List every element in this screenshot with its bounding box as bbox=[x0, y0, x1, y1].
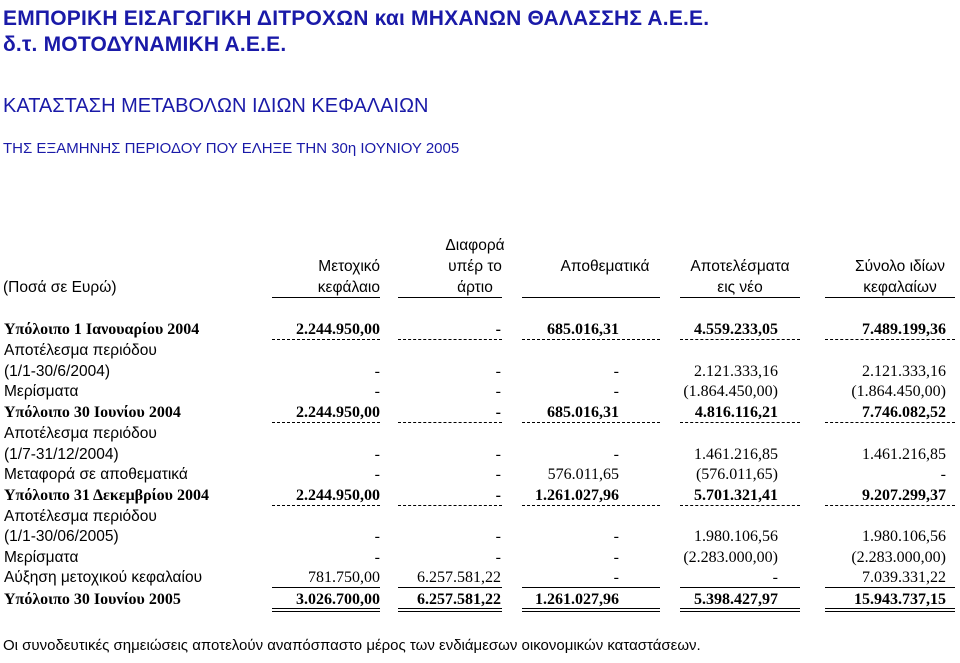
currency-note: (Ποσά σε Ευρώ) bbox=[3, 279, 117, 296]
cell-reserves: 685.016,31 bbox=[547, 321, 619, 338]
row-label: Αποτέλεσμα περιόδου bbox=[4, 342, 157, 359]
cell-retained-earnings: 1.461.216,85 bbox=[694, 446, 778, 463]
cell-share-premium: - bbox=[495, 363, 501, 380]
cell-total-equity: (1.864.450,00) bbox=[851, 383, 946, 400]
cell-retained-earnings: 1.980.106,56 bbox=[694, 528, 778, 545]
column-header-line: κεφαλαίων bbox=[863, 279, 937, 296]
column-header-total-equity bbox=[840, 256, 960, 298]
cell-total-equity: 2.121.333,16 bbox=[862, 363, 946, 380]
cell-share-premium: - bbox=[495, 321, 501, 338]
cell-reserves: 1.261.027,96 bbox=[535, 487, 619, 504]
cell-share-capital: 2.244.950,00 bbox=[296, 404, 380, 421]
cell-total-equity: 7.746.082,52 bbox=[862, 404, 946, 421]
cell-retained-earnings: 5.398.427,97 bbox=[694, 591, 778, 608]
cell-retained-earnings: 4.816.116,21 bbox=[694, 404, 778, 421]
column-header-line: υπέρ το bbox=[448, 258, 502, 275]
company-name: ΕΜΠΟΡΙΚΗ ΕΙΣΑΓΩΓΙΚΗ ΔΙΤΡΟΧΩΝ και ΜΗΧΑΝΩΝ ΘΑΛΑΣΣΗΣ Α.Ε.Ε. bbox=[3, 7, 710, 30]
cell-share-capital: - bbox=[374, 528, 380, 545]
row-label: Μερίσματα bbox=[4, 383, 79, 400]
header-underline bbox=[272, 297, 380, 298]
column-header-share-capital bbox=[318, 256, 380, 298]
cell-reserves: - bbox=[613, 569, 619, 586]
cell-share-premium: - bbox=[495, 404, 501, 421]
cell-reserves: - bbox=[613, 528, 619, 545]
cell-total-equity: 1.461.216,85 bbox=[862, 446, 946, 463]
cell-retained-earnings: (2.283.000,00) bbox=[683, 549, 778, 566]
sum-rule bbox=[522, 587, 660, 588]
header-underline bbox=[522, 297, 660, 298]
sum-rule bbox=[398, 587, 502, 588]
cell-reserves: 1.261.027,96 bbox=[535, 591, 619, 608]
row-label: Υπόλοιπο 30 Ιουνίου 2005 bbox=[4, 591, 181, 608]
cell-share-capital: 2.244.950,00 bbox=[296, 321, 380, 338]
double-underline bbox=[522, 608, 660, 612]
row-label: Αποτέλεσμα περιόδου bbox=[4, 508, 157, 525]
cell-share-premium: - bbox=[495, 466, 501, 483]
row-label: Αποτέλεσμα περιόδου bbox=[4, 425, 157, 442]
table-row bbox=[0, 567, 960, 588]
cell-reserves: - bbox=[613, 446, 619, 463]
column-header-line: εις νέο bbox=[717, 279, 763, 296]
table-row-subheading bbox=[0, 506, 960, 527]
double-underline bbox=[680, 608, 800, 612]
header-underline bbox=[680, 297, 800, 298]
column-header-line: Διαφορά bbox=[445, 237, 505, 254]
table-row-balance bbox=[0, 485, 960, 506]
column-header-line: κεφάλαιο bbox=[317, 279, 380, 296]
table-row-balance bbox=[0, 402, 960, 423]
cell-share-capital: 2.244.950,00 bbox=[296, 487, 380, 504]
report-title: ΚΑΤΑΣΤΑΣΗ ΜΕΤΑΒΟΛΩΝ ΙΔΙΩΝ ΚΕΦΑΛΑΙΩΝ bbox=[3, 95, 429, 117]
cell-share-premium: - bbox=[495, 487, 501, 504]
cell-reserves: - bbox=[613, 363, 619, 380]
cell-reserves: 576.011,65 bbox=[547, 466, 619, 483]
row-label: (1/7-31/12/2004) bbox=[4, 446, 119, 463]
company-trade-name: δ.τ. ΜΟΤΟΔΥΝΑΜΙΚΗ Α.Ε.Ε. bbox=[3, 33, 287, 56]
row-label: Υπόλοιπο 30 Ιουνίου 2004 bbox=[4, 404, 181, 421]
sum-rule bbox=[272, 587, 380, 588]
column-header-retained-earnings bbox=[680, 256, 800, 298]
table-row bbox=[0, 381, 960, 402]
row-label: Υπόλοιπο 31 Δεκεμβρίου 2004 bbox=[4, 487, 209, 504]
row-label: Μεταφορά σε αποθεματικά bbox=[4, 466, 188, 483]
header-underline bbox=[398, 297, 502, 298]
cell-retained-earnings: (1.864.450,00) bbox=[683, 383, 778, 400]
row-label: Αύξηση μετοχικού κεφαλαίου bbox=[4, 569, 203, 586]
cell-reserves: - bbox=[613, 383, 619, 400]
row-label: Μερίσματα bbox=[4, 549, 79, 566]
row-label: (1/1-30/06/2005) bbox=[4, 528, 119, 545]
column-header-line: Σύνολο ιδίων bbox=[855, 258, 945, 275]
cell-share-premium: 6.257.581,22 bbox=[417, 569, 501, 586]
cell-total-equity: 7.039.331,22 bbox=[862, 569, 946, 586]
table-row-subheading bbox=[0, 340, 960, 361]
column-header-line: Αποτελέσματα bbox=[690, 258, 790, 275]
cell-share-premium: - bbox=[495, 549, 501, 566]
cell-total-equity: 15.943.737,15 bbox=[854, 591, 946, 608]
cell-share-premium: 6.257.581,22 bbox=[417, 591, 501, 608]
cell-share-capital: 3.026.700,00 bbox=[296, 591, 380, 608]
cell-total-equity: 9.207.299,37 bbox=[862, 487, 946, 504]
cell-share-capital: - bbox=[374, 466, 380, 483]
row-label: (1/1-30/6/2004) bbox=[4, 363, 110, 380]
cell-retained-earnings: 4.559.233,05 bbox=[694, 321, 778, 338]
cell-share-capital: 781.750,00 bbox=[308, 569, 380, 586]
cell-total-equity: 7.489.199,36 bbox=[862, 321, 946, 338]
cell-retained-earnings: - bbox=[772, 569, 778, 586]
row-label: Υπόλοιπο 1 Ιανουαρίου 2004 bbox=[4, 321, 200, 338]
cell-share-capital: - bbox=[374, 383, 380, 400]
table-row bbox=[0, 361, 960, 382]
table-row-final-balance bbox=[0, 589, 960, 610]
column-header-line: Μετοχικό bbox=[318, 258, 380, 275]
cell-total-equity: (2.283.000,00) bbox=[851, 549, 946, 566]
double-underline bbox=[825, 608, 955, 612]
cell-share-capital: - bbox=[374, 549, 380, 566]
table-row bbox=[0, 526, 960, 547]
cell-reserves: - bbox=[613, 549, 619, 566]
cell-retained-earnings: 5.701.321,41 bbox=[694, 487, 778, 504]
table-row bbox=[0, 464, 960, 485]
cell-share-capital: - bbox=[374, 363, 380, 380]
table-row bbox=[0, 547, 960, 568]
table-row-subheading bbox=[0, 423, 960, 444]
sum-rule bbox=[680, 587, 800, 588]
cell-share-premium: - bbox=[495, 446, 501, 463]
cell-retained-earnings: (576.011,65) bbox=[695, 466, 778, 483]
double-underline bbox=[272, 608, 380, 612]
column-header-share-premium bbox=[405, 235, 545, 298]
cell-reserves: 685.016,31 bbox=[547, 404, 619, 421]
cell-retained-earnings: 2.121.333,16 bbox=[694, 363, 778, 380]
column-header-line: άρτιο bbox=[457, 279, 493, 296]
cell-share-capital: - bbox=[374, 446, 380, 463]
table-row bbox=[0, 444, 960, 465]
cell-total-equity: 1.980.106,56 bbox=[862, 528, 946, 545]
double-underline bbox=[398, 608, 502, 612]
table-row-balance bbox=[0, 319, 960, 340]
column-header-reserves bbox=[540, 256, 670, 277]
header-underline bbox=[825, 297, 955, 298]
report-subtitle: ΤΗΣ ΕΞΑΜΗΝΗΣ ΠΕΡΙΟΔΟΥ ΠΟΥ ΕΛΗΞΕ ΤΗΝ 30η ΙΟΥΝΙΟΥ 2005 bbox=[3, 140, 460, 157]
cell-share-premium: - bbox=[495, 383, 501, 400]
cell-share-premium: - bbox=[495, 528, 501, 545]
sum-rule bbox=[825, 587, 955, 588]
cell-total-equity: - bbox=[940, 466, 946, 483]
footnote: Οι συνοδευτικές σημειώσεις αποτελούν αναπόσπαστο μέρος των ενδιάμεσων οικονομικών καταστάσεων. bbox=[3, 637, 701, 654]
column-header-line: Αποθεματικά bbox=[560, 258, 650, 275]
